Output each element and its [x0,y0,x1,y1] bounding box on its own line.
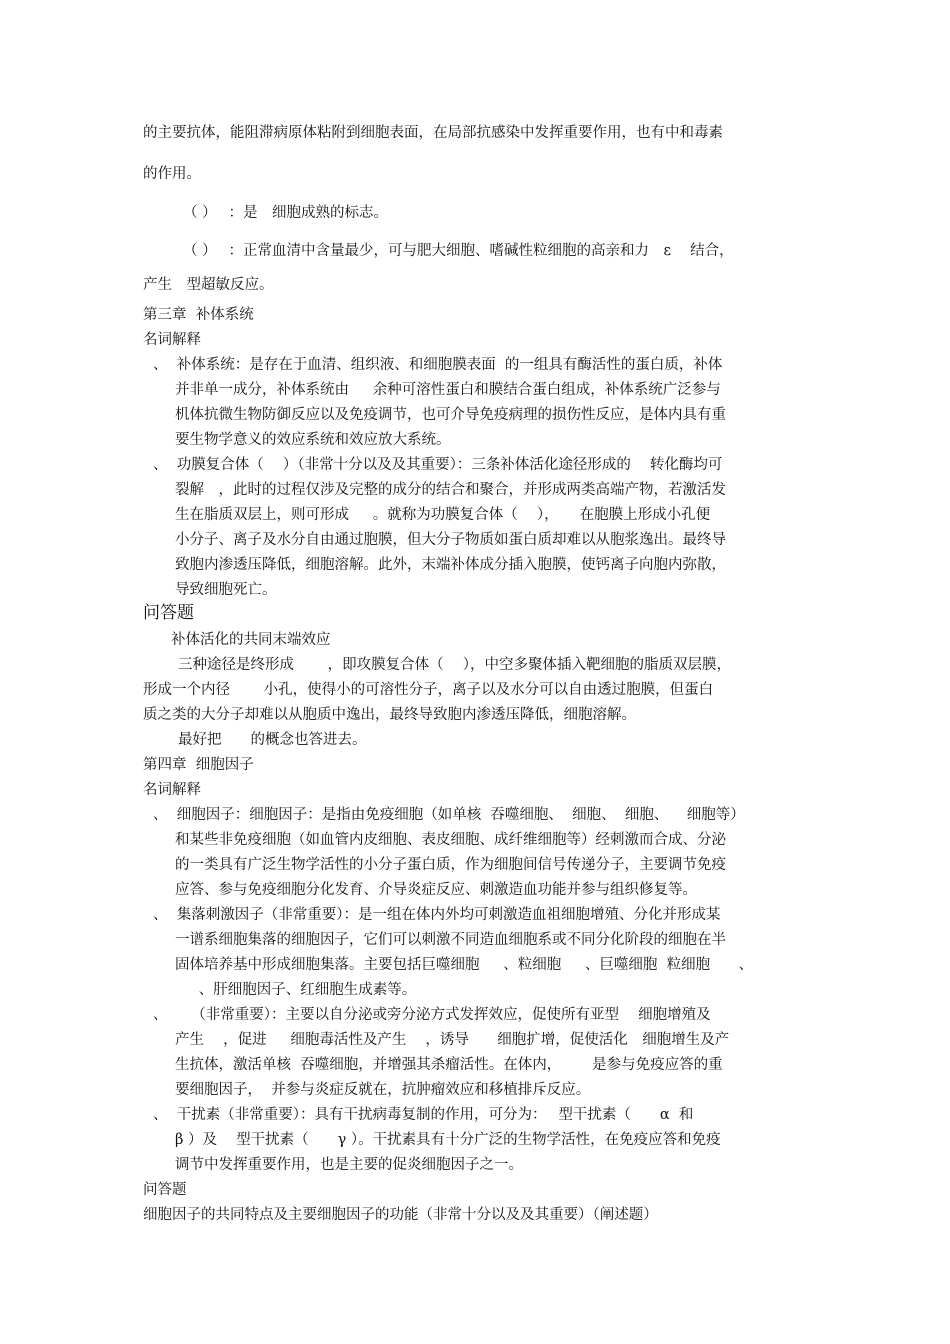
section-heading: 名词解释 [143,332,201,348]
chapter-heading: 第三章 补体系统 [143,307,254,323]
text-line: 三种途径是终形成 ，即攻膜复合体（ ），中空多聚体插入靶细胞的脂质双层膜， [178,657,731,673]
text-line: 的一类具有广泛生物学活性的小分子蛋白质，作为细胞间信号传递分子，主要调节免疫 [175,857,726,873]
text-line: 要生物学意义的效应系统和效应放大系统。 [175,432,451,448]
text-line: 生在脂质双层上，则可形成 。就称为功膜复合体（ ）， 在胞膜上形成小孔便 [175,507,711,523]
text-line: 机体抗微生物防御反应以及免疫调节，也可介导免疫病理的损伤性反应，是体内具有重 [175,407,726,423]
text-line: 生抗体，激活单核 吞噬细胞，并增强其杀瘤活性。在体内， 是参与免疫应答的重 [175,1057,723,1073]
text-line: 的作用。 [143,166,201,182]
text-line: 、 功膜复合体（ ）（非常十分以及及其重要）：三条补体活化途径形成的 转化酶均可 [153,457,723,473]
text-line: 产生 ，促进 细胞毒活性及产生 ，诱导 细胞扩增，促使活化 细胞增生及产 [175,1032,730,1048]
text-line: 固体培养基中形成细胞集落。主要包括巨噬细胞 、粒细胞 、巨噬细胞 粒细胞 、 [175,957,753,973]
text-line: 致胞内渗透压降低，细胞溶解。此外，末端补体成分插入胞膜，使钙离子向胞内弥散， [175,557,726,573]
text-line: 形成一个内径 小孔，使得小的可溶性分子，离子以及水分可以自由透过胞膜，但蛋白 [143,682,714,698]
text-line: 、 干扰素（非常重要）：具有干扰病毒复制的作用，可分为： 型干扰素（ α 和 [153,1107,694,1123]
text-line: 的主要抗体，能阻滞病原体粘附到细胞表面，在局部抗感染中发挥重要作用，也有中和毒素 [143,125,723,141]
chapter-heading: 第四章 细胞因子 [143,757,254,773]
text-line: β ）及 型干扰素（ γ ）。干扰素具有十分广泛的生物学活性，在免疫应答和免疫 [175,1132,721,1148]
text-line: 质之类的大分子却难以从胞质中逸出，最终导致胞内渗透压降低，细胞溶解。 [143,707,636,723]
text-line: 一谱系细胞集落的细胞因子，它们可以刺激不同造血细胞系或不同分化阶段的细胞在半 [175,932,726,948]
text-line: 产生 型超敏反应。 [143,277,274,293]
text-line: 、肝细胞因子、红细胞生成素等。 [175,982,417,998]
text-line: 小分子、离子及水分自由通过胞膜，但大分子物质如蛋白质却难以从胞浆逸出。最终导 [175,532,726,548]
question-title: 补体活化的共同末端效应 [171,632,331,648]
text-line: 、 补体系统：是存在于血清、组织液、和细胞膜表面 的一组具有酶活性的蛋白质，补体 [153,357,723,373]
text-line: 要细胞因子， 并参与炎症反就在，抗肿瘤效应和移植排斥反应。 [175,1082,591,1098]
text-line: 并非单一成分，补体系统由 余种可溶性蛋白和膜结合蛋白组成，补体系统广泛参与 [175,382,721,398]
text-line: （ ） ：正常血清中含量最少，可与肥大细胞、嗜碱性粒细胞的高亲和力 ε 结合， [183,243,734,259]
section-heading: 名词解释 [143,782,201,798]
question-title: 细胞因子的共同特点及主要细胞因子的功能（非常十分以及及其重要）（阐述题） [143,1207,658,1223]
text-line: 最好把 的概念也答进去。 [178,732,367,748]
section-heading: 问答题 [143,1182,187,1198]
text-line: 和某些非免疫细胞（如血管内皮细胞、表皮细胞、成纤维细胞等）经刺激而合成、分泌 [175,832,726,848]
text-line: 、 细胞因子：细胞因子：是指由免疫细胞（如单核 吞噬细胞、 细胞、 细胞、 细胞等） [153,807,745,823]
text-line: 裂解 ，此时的过程仅涉及完整的成分的结合和聚合，并形成两类高端产物，若激活发 [175,482,726,498]
text-line: 、 集落刺激因子（非常重要）：是一组在体内外均可刺激造血祖细胞增殖、分化并形成某 [153,907,721,923]
section-heading: 问答题 [143,603,194,623]
text-line: 应答、参与免疫细胞分化发育、介导炎症反应、刺激造血功能并参与组织修复等。 [175,882,697,898]
text-line: 导致细胞死亡。 [175,582,277,598]
text-line: 调节中发挥重要作用，也是主要的促炎细胞因子之一。 [175,1157,523,1173]
text-line: （ ） ：是 细胞成熟的标志。 [183,205,388,221]
text-line: 、 （非常重要）：主要以自分泌或旁分泌方式发挥效应，促使所有亚型 细胞增殖及 [153,1007,711,1023]
